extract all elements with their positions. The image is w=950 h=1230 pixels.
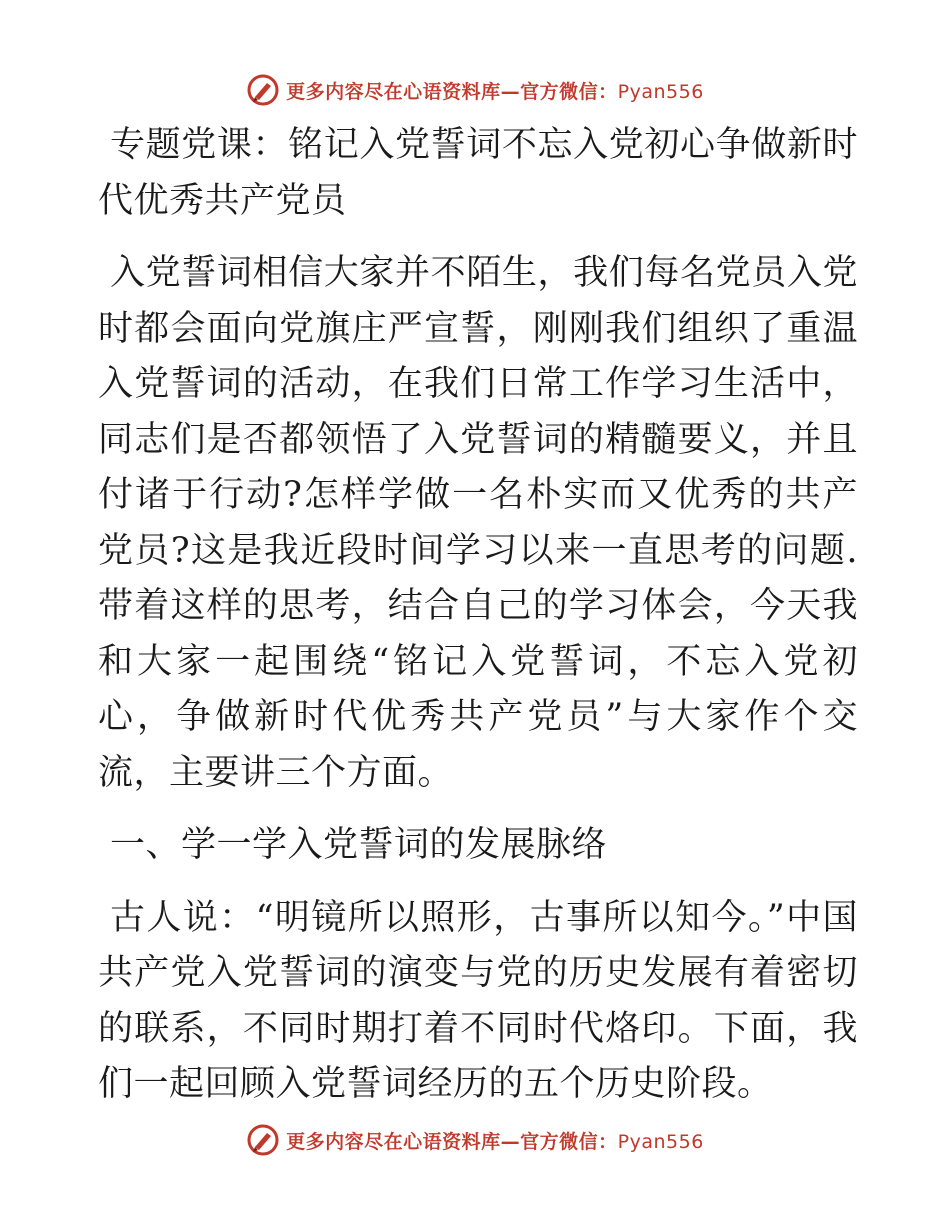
section-heading: 一、学一学入党誓词的发展脉络 — [110, 825, 608, 865]
pen-logo-icon — [246, 73, 280, 107]
watermark-header — [0, 70, 950, 110]
section-paragraph: 古人说：“明镜所以照形，古事所以知今。”中国共产党入党誓词的演变与党的历史发展有着密切的联系，不同时期打着不同时代烙印。下面，我们一起回顾入党誓词经历的五个历史阶段。 — [98, 897, 858, 1104]
watermark-footer — [0, 1120, 950, 1160]
pen-logo-icon — [246, 1123, 280, 1157]
watermark-text: 更多内容尽在心语资料库—官方微信： — [286, 80, 618, 103]
watermark-id: Pyan556 — [617, 80, 704, 103]
watermark-id: Pyan556 — [617, 1130, 704, 1153]
watermark-text: 更多内容尽在心语资料库—官方微信： — [286, 1130, 618, 1153]
intro-paragraph: 入党誓词相信大家并不陌生，我们每名党员入党时都会面向党旗庄严宣誓，刚刚我们组织了重温入党誓词的活动，在我们日常工作学习生活中，同志们是否都领悟了入党誓词的精髓要义，并且付诸于行动?怎样学做一名朴实而又优秀的共产党员?这是我近段时间学习以来一直思考的问题.带着这样的思考，结合自己的学习体会，今天我和大家一起围绕“铭记入党誓词，不忘入党初心，争做新时代优秀共产党员”与大家作个交流，主要讲三个方面。 — [98, 253, 858, 793]
document-body — [98, 118, 858, 1113]
document-title: 专题党课：铭记入党誓词不忘入党初心争做新时代优秀共产党员 — [98, 125, 858, 221]
